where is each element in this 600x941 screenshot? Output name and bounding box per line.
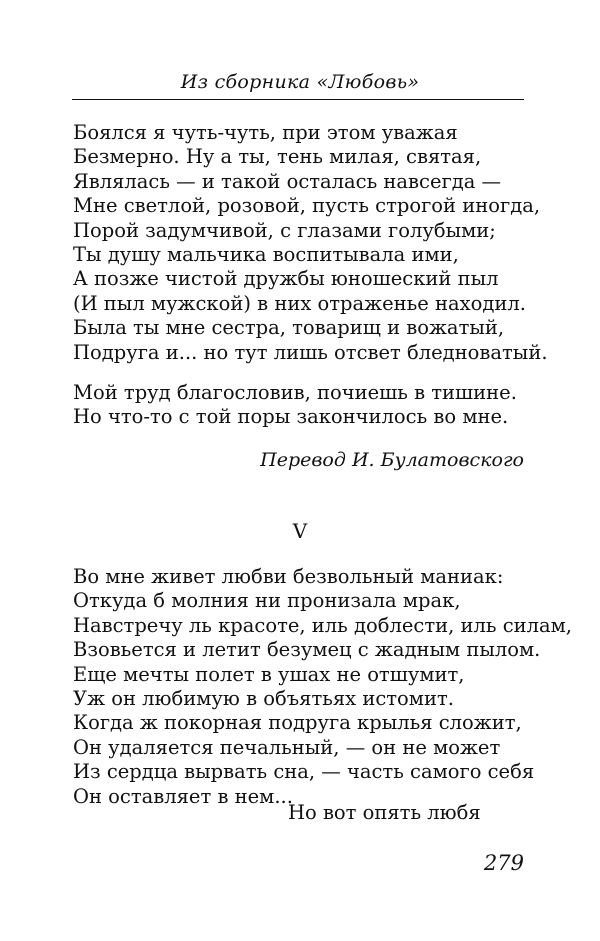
verse-line: Откуда б молния ни пронизала мрак, <box>73 589 461 613</box>
verse-line: Являлась — и такой осталась навсегда — <box>73 169 502 193</box>
running-head: Из сборника «Любовь» <box>180 71 420 93</box>
verse-line: Мой труд благословив, почиешь в тишине. <box>73 381 517 404</box>
verse-line: Подруга и... но тут лишь отсвет бледноватый. <box>73 340 548 364</box>
translator-signature: Перевод И. Булатовского <box>260 449 524 471</box>
verse-line: Он удаляется печальный, — он не может <box>73 735 501 759</box>
stanza-3 <box>73 565 572 809</box>
verse-line: Уж он любимую в объятьях истомит. <box>73 687 454 711</box>
verse-line: Порой задумчивой, с глазами голубыми; <box>73 218 496 242</box>
verse-line: Взовьется и летит безумец с жадным пылом. <box>73 638 541 662</box>
verse-line: Но что-то с той поры закончилось во мне. <box>73 405 509 429</box>
stanza-2 <box>73 381 517 430</box>
indented-verse-line: Но вот опять любя <box>288 801 481 824</box>
verse-line: Еще мечты полет в ушах не отшумит, <box>73 662 465 686</box>
stanza-1 <box>73 121 548 365</box>
verse-line: Он оставляет в нем... <box>73 784 293 808</box>
verse-line: Из сердца вырвать сна, — часть самого себя <box>73 760 535 784</box>
verse-line: (И пыл мужской) в них отраженье находил. <box>73 291 526 315</box>
verse-line: Ты душу мальчика воспитывала ими, <box>73 243 459 267</box>
verse-line: Безмерно. Ну а ты, тень милая, святая, <box>73 145 482 169</box>
verse-line: Была ты мне сестра, товарищ и вожатый, <box>73 316 505 340</box>
verse-line: Когда ж покорная подруга крылья сложит, <box>73 711 522 735</box>
verse-line: Боялся я чуть-чуть, при этом уважая <box>73 121 458 144</box>
page-number: 279 <box>483 851 524 875</box>
verse-line: А позже чистой дружбы юношеский пыл <box>73 267 499 291</box>
header-rule <box>72 99 524 100</box>
verse-line: Навстречу ль красоте, иль доблести, иль силам, <box>73 613 573 637</box>
verse-line: Во мне живет любви безвольный маниак: <box>73 565 504 588</box>
verse-line: Мне светлой, розовой, пусть строгой иногда, <box>73 194 541 218</box>
section-numeral: V <box>292 519 308 543</box>
